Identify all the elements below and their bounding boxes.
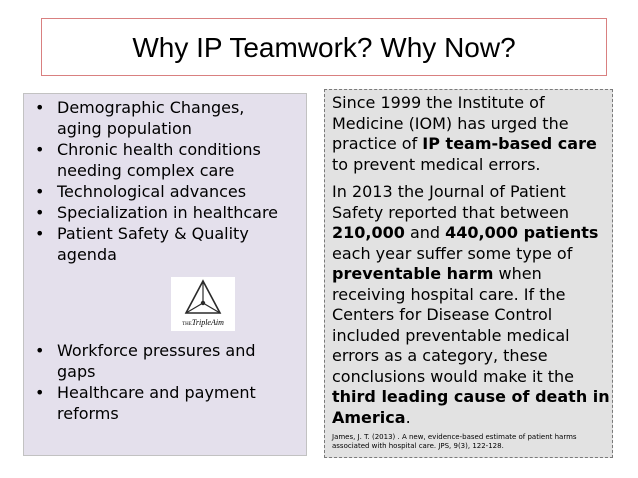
jps-paragraph: In 2013 the Journal of Patient Safety reported that between 210,000 and 440,000 patients each year suffer some type of preventable harm when receiving hospital care. If the Centers for Disease Control included preventable medical errors as a category, these conclusions would make it the third leading cause of death in America.	[332, 182, 610, 427]
iom-paragraph: Since 1999 the Institute of Medicine (IOM) has urged the practice of IP team-based care to prevent medical errors.	[332, 93, 597, 174]
bullet-item: • Chronic health conditions needing complex care	[35, 139, 305, 181]
bullet-list-bottom	[35, 340, 305, 424]
emphasis-text: 210,000	[332, 223, 405, 242]
bullet-item: • Demographic Changes, aging population	[35, 97, 305, 139]
bullet-item: • Patient Safety & Quality agenda	[35, 223, 305, 265]
title-box	[41, 18, 607, 76]
emphasis-text: third leading cause of death in America	[332, 387, 610, 427]
emphasis-text: IP team-based care	[422, 134, 597, 153]
bullet-item: • Healthcare and payment reforms	[35, 382, 305, 424]
bullet-item: • Specialization in healthcare	[35, 202, 305, 223]
slide-title: Why IP Teamwork? Why Now?	[132, 32, 516, 63]
emphasis-text: 440,000 patients	[445, 223, 599, 242]
emphasis-text: preventable harm	[332, 264, 494, 283]
bullet-item: • Technological advances	[35, 181, 305, 202]
citation: James, J. T. (2013) . A new, evidence-based estimate of patient harms associated with hospital care. JPS, 9(3), 122-128.	[332, 433, 577, 450]
left-panel	[23, 93, 307, 456]
bullet-list-top	[35, 97, 305, 265]
bullet-item: • Workforce pressures and gaps	[35, 340, 305, 382]
triple-aim-logo	[171, 277, 235, 331]
triple-aim-wordmark: THETripleAim	[182, 318, 224, 327]
triple-aim-triangle-icon	[183, 279, 223, 317]
right-panel	[324, 89, 613, 458]
